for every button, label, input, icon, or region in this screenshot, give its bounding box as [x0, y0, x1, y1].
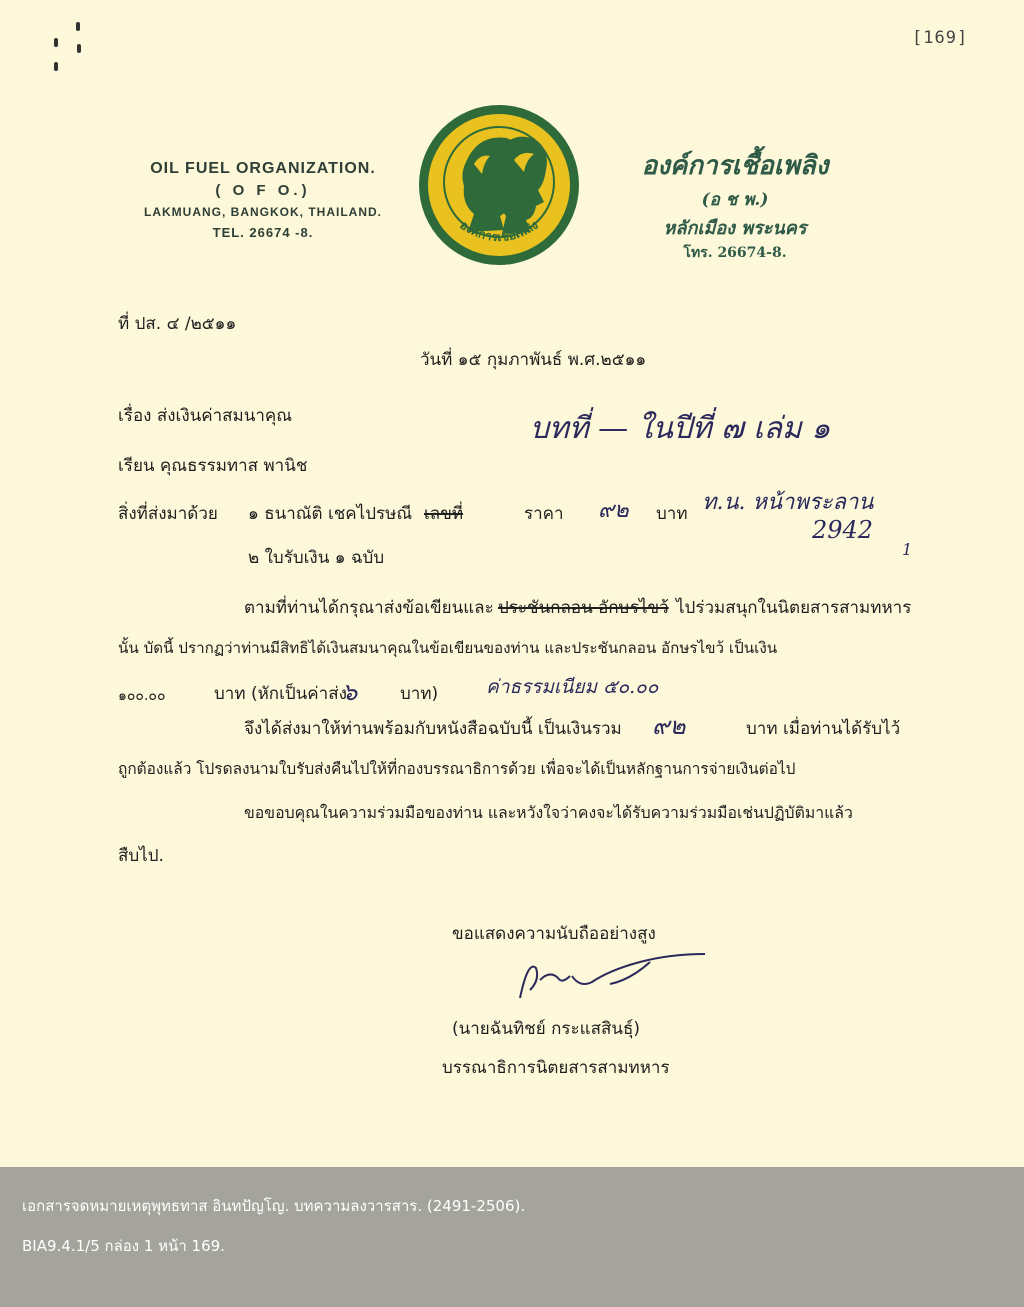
signature-scribble	[500, 940, 720, 1010]
para3: ขอขอบคุณในความร่วมมือของท่าน และหวังใจว่าคงจะได้รับความร่วมมือเช่นปฏิบัติมาแล้ว	[244, 803, 853, 822]
handwritten-note-issue: บทที่ — ในปีที่ ๗ เล่ม ๑	[530, 411, 831, 446]
punch-hole-mark	[54, 62, 58, 71]
punch-hole-mark	[54, 38, 58, 47]
para1-line2: นั้น บัดนี้ ปรากฏว่าท่านมีสิทธิได้เงินสมนาคุณในข้อเขียนของท่าน และประชันกลอน อักษรไขว้ เป็นเงิน	[118, 639, 778, 657]
letter-date: วันที่ ๑๕ กุมภาพันธ์ พ.ศ.๒๕๑๑	[420, 350, 647, 370]
para2-start: จึงได้ส่งมาให้ท่านพร้อมกับหนังสือฉบับนี้ เป็นเงินรวม	[244, 719, 622, 739]
enclosure-label: สิ่งที่ส่งมาด้วย	[118, 504, 218, 524]
caption-reference: BIA9.4.1/5 กล่อง 1 หน้า 169.	[22, 1237, 225, 1255]
archive-caption-bar	[0, 1167, 1024, 1307]
letter-recipient: เรียน คุณธรรมทาส พานิช	[118, 456, 308, 476]
handwritten-total: ๙๒	[652, 712, 686, 740]
logo-caption-text: องค์การเชื้อเพลิง	[457, 217, 541, 245]
punch-hole-mark	[76, 22, 80, 31]
letterhead-th-name: องค์การเชื้อเพลิง	[641, 151, 829, 181]
letterhead-english	[118, 160, 408, 240]
letterhead-en-address: LAKMUANG, BANGKOK, THAILAND.	[144, 205, 382, 219]
caption-citation: เอกสารจดหมายเหตุพุทธทาส อินทปัญโญ. บทความลงวารสาร. (2491-2506).	[22, 1197, 526, 1215]
handwritten-deduct-value: ๖	[342, 678, 358, 706]
letter-subject: เรื่อง ส่งเงินค่าสมนาคุณ	[118, 406, 293, 426]
para1-end: ไปร่วมสนุกในนิตยสารสามทหาร	[676, 598, 912, 618]
enclosure-price-label: ราคา	[524, 504, 564, 524]
punch-hole-mark	[77, 44, 81, 53]
letterhead-en-phone: TEL. 26674 -8.	[212, 225, 314, 240]
enclosure-item-2: ๒ ใบรับเงิน ๑ ฉบับ	[248, 548, 385, 568]
para1-amount: ๑๐๐.๐๐	[118, 688, 166, 704]
organization-logo	[418, 104, 580, 266]
letterhead-th-address: หลักเมือง พระนคร	[663, 218, 807, 239]
para2-line2: ถูกต้องแล้ว โปรดลงนามใบรับส่งคืนไปให้ที่กองบรรณาธิการด้วย เพื่อจะได้เป็นหลักฐานการจ่ายเงินต่อไป	[118, 760, 796, 778]
para1-start: ตามที่ท่านได้กรุณาส่งข้อเขียนและ	[244, 598, 494, 618]
signer-name: (นายฉันทิชย์ กระแสสินธุ์)	[452, 1019, 640, 1039]
letterhead-thai	[600, 145, 870, 264]
letterhead-en-name: OIL FUEL ORGANIZATION.	[150, 160, 376, 177]
handwritten-post-office: ท.น. หน้าพระลาน	[702, 490, 874, 515]
letterhead-th-abbr: (อ ช พ.)	[701, 190, 769, 210]
para1-deduct-unit: บาท)	[400, 684, 439, 704]
handwritten-price: ๙๒	[598, 498, 629, 523]
para2-end: บาท เมื่อท่านได้รับไว้	[746, 719, 901, 739]
para1-deduct-label: บาท (หักเป็นค่าส่ง	[214, 684, 347, 704]
signer-title: บรรณาธิการนิตยสารสามทหาร	[442, 1058, 670, 1078]
enclosure-price-unit: บาท	[656, 504, 688, 524]
enclosure-item-1: ๑ ธนาณัติ เชคไปรษณี	[248, 504, 413, 524]
letterhead-en-abbr: ( O F O.)	[215, 182, 311, 199]
closing-phrase: ขอแสดงความนับถืออย่างสูง	[452, 924, 656, 944]
handwritten-receipt-sub: 1	[902, 540, 913, 559]
handwritten-postage-note: ค่าธรรมเนียม ๕๐.๐๐	[486, 676, 659, 698]
para1-struck-text: ประชันกลอน อักษรไขว้	[498, 598, 669, 618]
enclosure-struck-number: เลขที่	[424, 504, 464, 524]
archive-page-number: [169]	[912, 28, 969, 48]
para3-line2: สืบไป.	[118, 846, 164, 866]
handwritten-receipt-number: 2942	[812, 516, 874, 544]
letterhead-th-phone: โทร. 26674-8.	[683, 245, 787, 261]
letter-reference: ที่ ปส. ๔ /๒๕๑๑	[118, 314, 237, 334]
